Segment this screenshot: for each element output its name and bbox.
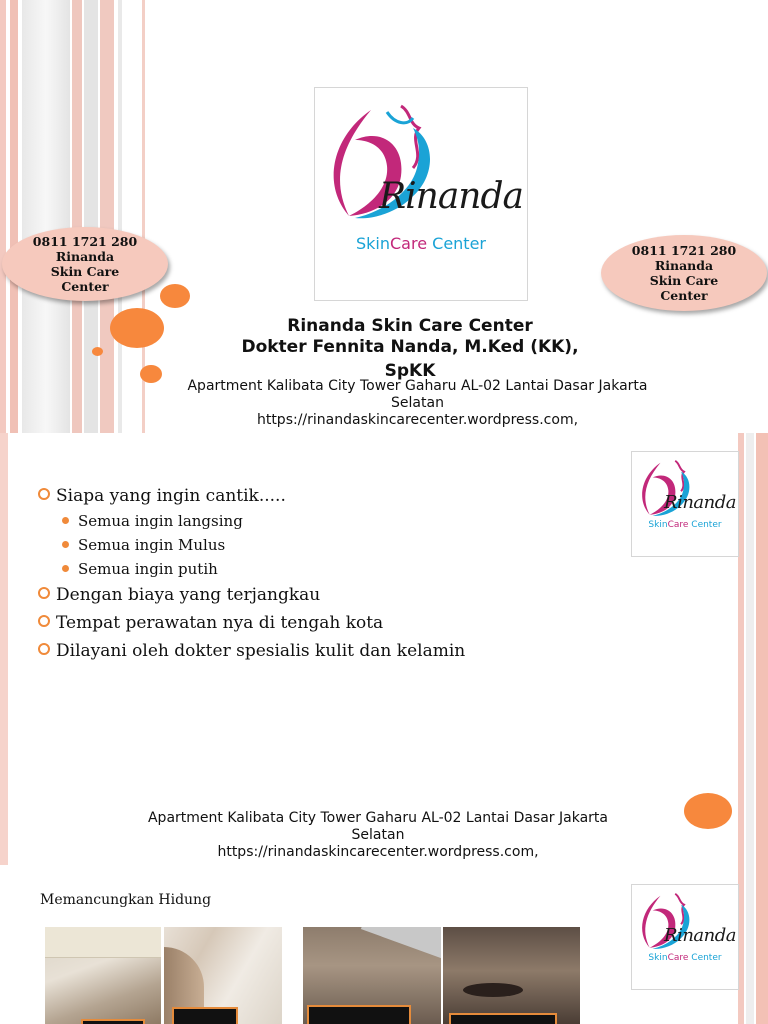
- clinic-logo-small: [631, 451, 739, 557]
- decor-dot: [110, 308, 164, 348]
- oval-line: Skin Care: [50, 264, 120, 279]
- orange-ring-icon: [38, 643, 50, 655]
- logo-sub-center: Center: [691, 520, 722, 530]
- bullet-item: [38, 613, 383, 633]
- stripe-decor: [0, 433, 8, 865]
- logo-sub-skin: Skin: [648, 953, 668, 963]
- oval-line: Skin Care: [649, 273, 719, 288]
- decor-dot: [92, 347, 103, 356]
- slide-heading: Memancungkan Hidung: [40, 892, 212, 908]
- logo-script-text: Rinanda: [664, 492, 736, 513]
- stripe-decor: [756, 433, 768, 865]
- logo-sub-skin: Skin: [355, 234, 390, 253]
- logo-sub-care: Care: [667, 520, 689, 530]
- oval-phone: 0811 1721 280: [32, 234, 138, 249]
- sub-bullet-item: [62, 560, 218, 578]
- bullet-text: Siapa yang ingin cantik.....: [56, 486, 286, 506]
- slide-nose-procedure: [0, 865, 768, 1024]
- bullet-item: [38, 641, 465, 661]
- slide-subtitle-line: SpKK: [384, 361, 436, 381]
- slide-subtitle-line: Dokter Fennita Nanda, M.Ked (KK),: [241, 337, 579, 357]
- logo-script-text: Rinanda: [664, 925, 736, 946]
- stripe-decor: [72, 0, 82, 433]
- stripe-decor: [100, 0, 114, 433]
- logo-script-text: Rinanda: [379, 176, 523, 217]
- orange-dot-icon: [62, 517, 69, 524]
- clinic-logo-small: [631, 884, 739, 990]
- logo-sub-care: Care: [667, 953, 689, 963]
- stripe-decor: [22, 0, 70, 433]
- address-line: Apartment Kalibata City Tower Gaharu AL-02 Lantai Dasar Jakarta: [187, 378, 648, 394]
- oval-line: Rinanda: [55, 249, 115, 264]
- stripe-decor: [10, 0, 18, 433]
- logo-sub-care: Care: [390, 234, 428, 253]
- slide-benefits: [0, 433, 768, 865]
- bullet-text: Dengan biaya yang terjangkau: [56, 585, 321, 605]
- bullet-text: Semua ingin Mulus: [78, 536, 226, 554]
- after-photo-1: [164, 927, 282, 1024]
- bullet-text: Semua ingin langsing: [78, 512, 243, 530]
- website-link[interactable]: https://rinandaskincarecenter.wordpress.com,: [256, 412, 579, 428]
- bullet-item: [38, 585, 320, 605]
- clinic-logo: [314, 87, 528, 301]
- oval-line: Center: [660, 288, 708, 303]
- logo-sub-center: Center: [432, 234, 486, 253]
- after-photo-2: [443, 927, 580, 1024]
- address-line: Selatan: [391, 395, 444, 411]
- bullet-item: [38, 486, 286, 506]
- before-photo-1: [45, 927, 161, 1024]
- bullet-text: Semua ingin putih: [78, 560, 218, 578]
- oval-line: Rinanda: [654, 258, 714, 273]
- logo-sub-center: Center: [691, 953, 722, 963]
- contact-oval-right: [601, 235, 767, 311]
- decor-dot: [140, 365, 162, 383]
- stripe-decor: [0, 0, 6, 433]
- stripe-decor: [84, 0, 98, 433]
- stripe-decor: [118, 0, 122, 433]
- decor-dot: [684, 793, 732, 829]
- orange-ring-icon: [38, 488, 50, 500]
- slide-title-line: Rinanda Skin Care Center: [287, 316, 533, 336]
- stripe-decor: [746, 433, 754, 865]
- orange-ring-icon: [38, 615, 50, 627]
- oval-line: Center: [61, 279, 109, 294]
- bullet-text: Tempat perawatan nya di tengah kota: [56, 613, 384, 633]
- slide-title: [0, 0, 768, 433]
- address-line: Apartment Kalibata City Tower Gaharu AL-02 Lantai Dasar Jakarta: [147, 810, 608, 826]
- orange-dot-icon: [62, 565, 69, 572]
- before-photo-2: [303, 927, 441, 1024]
- contact-oval-left: [2, 227, 168, 301]
- logo-sub-skin: Skin: [648, 520, 668, 530]
- bullet-text: Dilayani oleh dokter spesialis kulit dan kelamin: [56, 641, 466, 661]
- address-line: Selatan: [351, 827, 405, 843]
- stripe-decor: [756, 865, 768, 1024]
- orange-dot-icon: [62, 541, 69, 548]
- stripe-decor: [746, 865, 754, 1024]
- website-link[interactable]: https://rinandaskincarecenter.wordpress.com,: [217, 844, 539, 860]
- sub-bullet-item: [62, 536, 225, 554]
- oval-phone: 0811 1721 280: [631, 243, 737, 258]
- decor-dot: [160, 284, 190, 308]
- sub-bullet-item: [62, 512, 243, 530]
- orange-ring-icon: [38, 587, 50, 599]
